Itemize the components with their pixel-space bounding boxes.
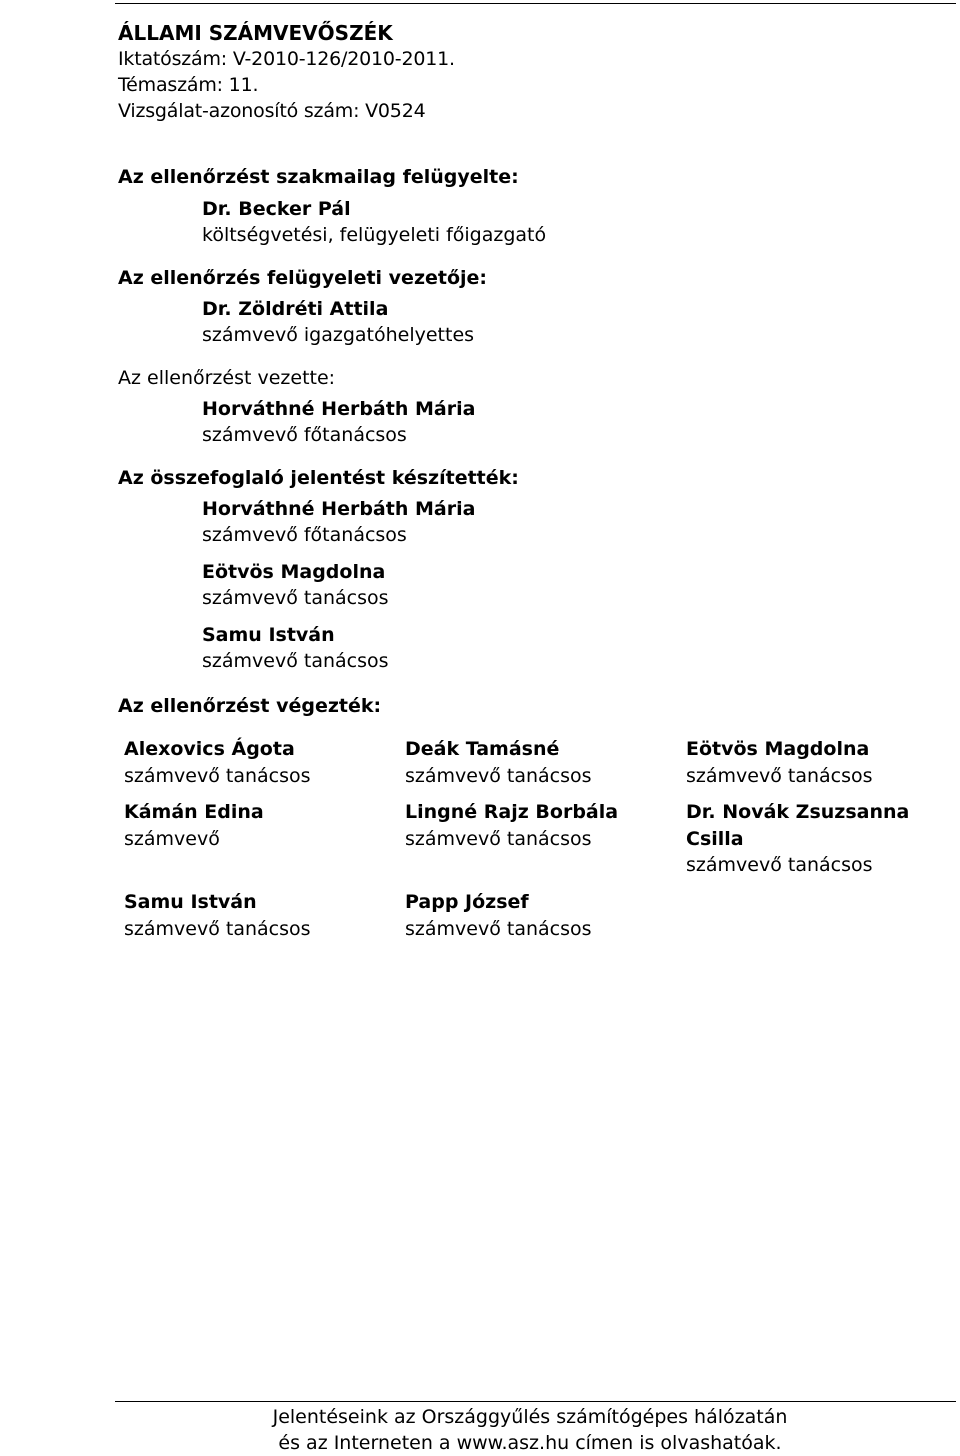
person-block [202, 622, 389, 674]
person-name: Samu István [202, 624, 335, 646]
section-heading-performed: Az ellenőrzést végezték: [118, 695, 382, 717]
person-title: költségvetési, felügyeleti főigazgató [202, 224, 547, 246]
person-title: számvevő főtanácsos [202, 524, 407, 546]
team-member-title: számvevő tanácsos [405, 764, 592, 787]
team-member-title: számvevő tanácsos [405, 827, 592, 850]
topic-number: Témaszám: 11. [118, 74, 259, 96]
person-title: számvevő tanácsos [202, 587, 389, 609]
team-member-title: számvevő tanácsos [686, 854, 873, 876]
person-name: Horváthné Herbáth Mária [202, 398, 476, 420]
bottom-rule [115, 1401, 956, 1402]
section-heading-supervised: Az ellenőrzést szakmailag felügyelte: [118, 166, 519, 188]
team-member-name: Dr. Novák Zsuzsanna Csilla [686, 801, 910, 850]
team-member-name: Deák Tamásné [405, 738, 560, 760]
section-heading-authors: Az összefoglaló jelentést készítették: [118, 467, 519, 489]
team-member-title: számvevő tanácsos [405, 917, 592, 940]
footer-note [0, 1404, 960, 1456]
team-member [124, 889, 394, 942]
person-block [202, 559, 389, 611]
team-member-name: Papp József [405, 891, 529, 913]
footer-line-1: Jelentéseink az Országgyűlés számítógépes hálózatán [272, 1406, 788, 1428]
person-name: Horváthné Herbáth Mária [202, 498, 476, 520]
team-member [686, 736, 956, 789]
person-block [202, 396, 475, 448]
section-heading-led: Az ellenőrzést vezette: [118, 367, 336, 389]
person-title: számvevő igazgatóhelyettes [202, 324, 475, 346]
team-member-name: Eötvös Magdolna [686, 738, 870, 760]
team-member [124, 799, 394, 852]
person-block [202, 296, 474, 348]
team-member-name: Alexovics Ágota [124, 738, 295, 760]
file-number: Iktatószám: V-2010-126/2010-2011. [118, 48, 455, 70]
team-member [124, 736, 394, 789]
person-title: számvevő főtanácsos [202, 424, 407, 446]
person-name: Dr. Becker Pál [202, 198, 351, 220]
team-member-title: számvevő tanácsos [686, 764, 873, 787]
org-name: ÁLLAMI SZÁMVEVŐSZÉK [118, 21, 393, 45]
team-member-title: számvevő tanácsos [124, 764, 311, 787]
person-name: Dr. Zöldréti Attila [202, 298, 389, 320]
team-member-name: Samu István [124, 891, 257, 913]
person-title: számvevő tanácsos [202, 650, 389, 672]
footer-line-2: és az Interneten a www.asz.hu címen is olvashatóak. [278, 1432, 782, 1454]
section-heading-supervisory-lead: Az ellenőrzés felügyeleti vezetője: [118, 267, 488, 289]
team-member [405, 889, 675, 942]
team-member [405, 799, 675, 852]
team-member-name: Lingné Rajz Borbála [405, 801, 619, 823]
person-block [202, 496, 475, 548]
team-member [405, 736, 675, 789]
person-block [202, 196, 546, 248]
team-member-name: Kámán Edina [124, 801, 264, 823]
document-header [118, 20, 455, 124]
team-member [686, 799, 946, 879]
team-member-title: számvevő [124, 827, 220, 850]
audit-id: Vizsgálat-azonosító szám: V0524 [118, 100, 426, 122]
team-member-title: számvevő tanácsos [124, 917, 311, 940]
person-name: Eötvös Magdolna [202, 561, 386, 583]
top-rule [115, 3, 956, 4]
